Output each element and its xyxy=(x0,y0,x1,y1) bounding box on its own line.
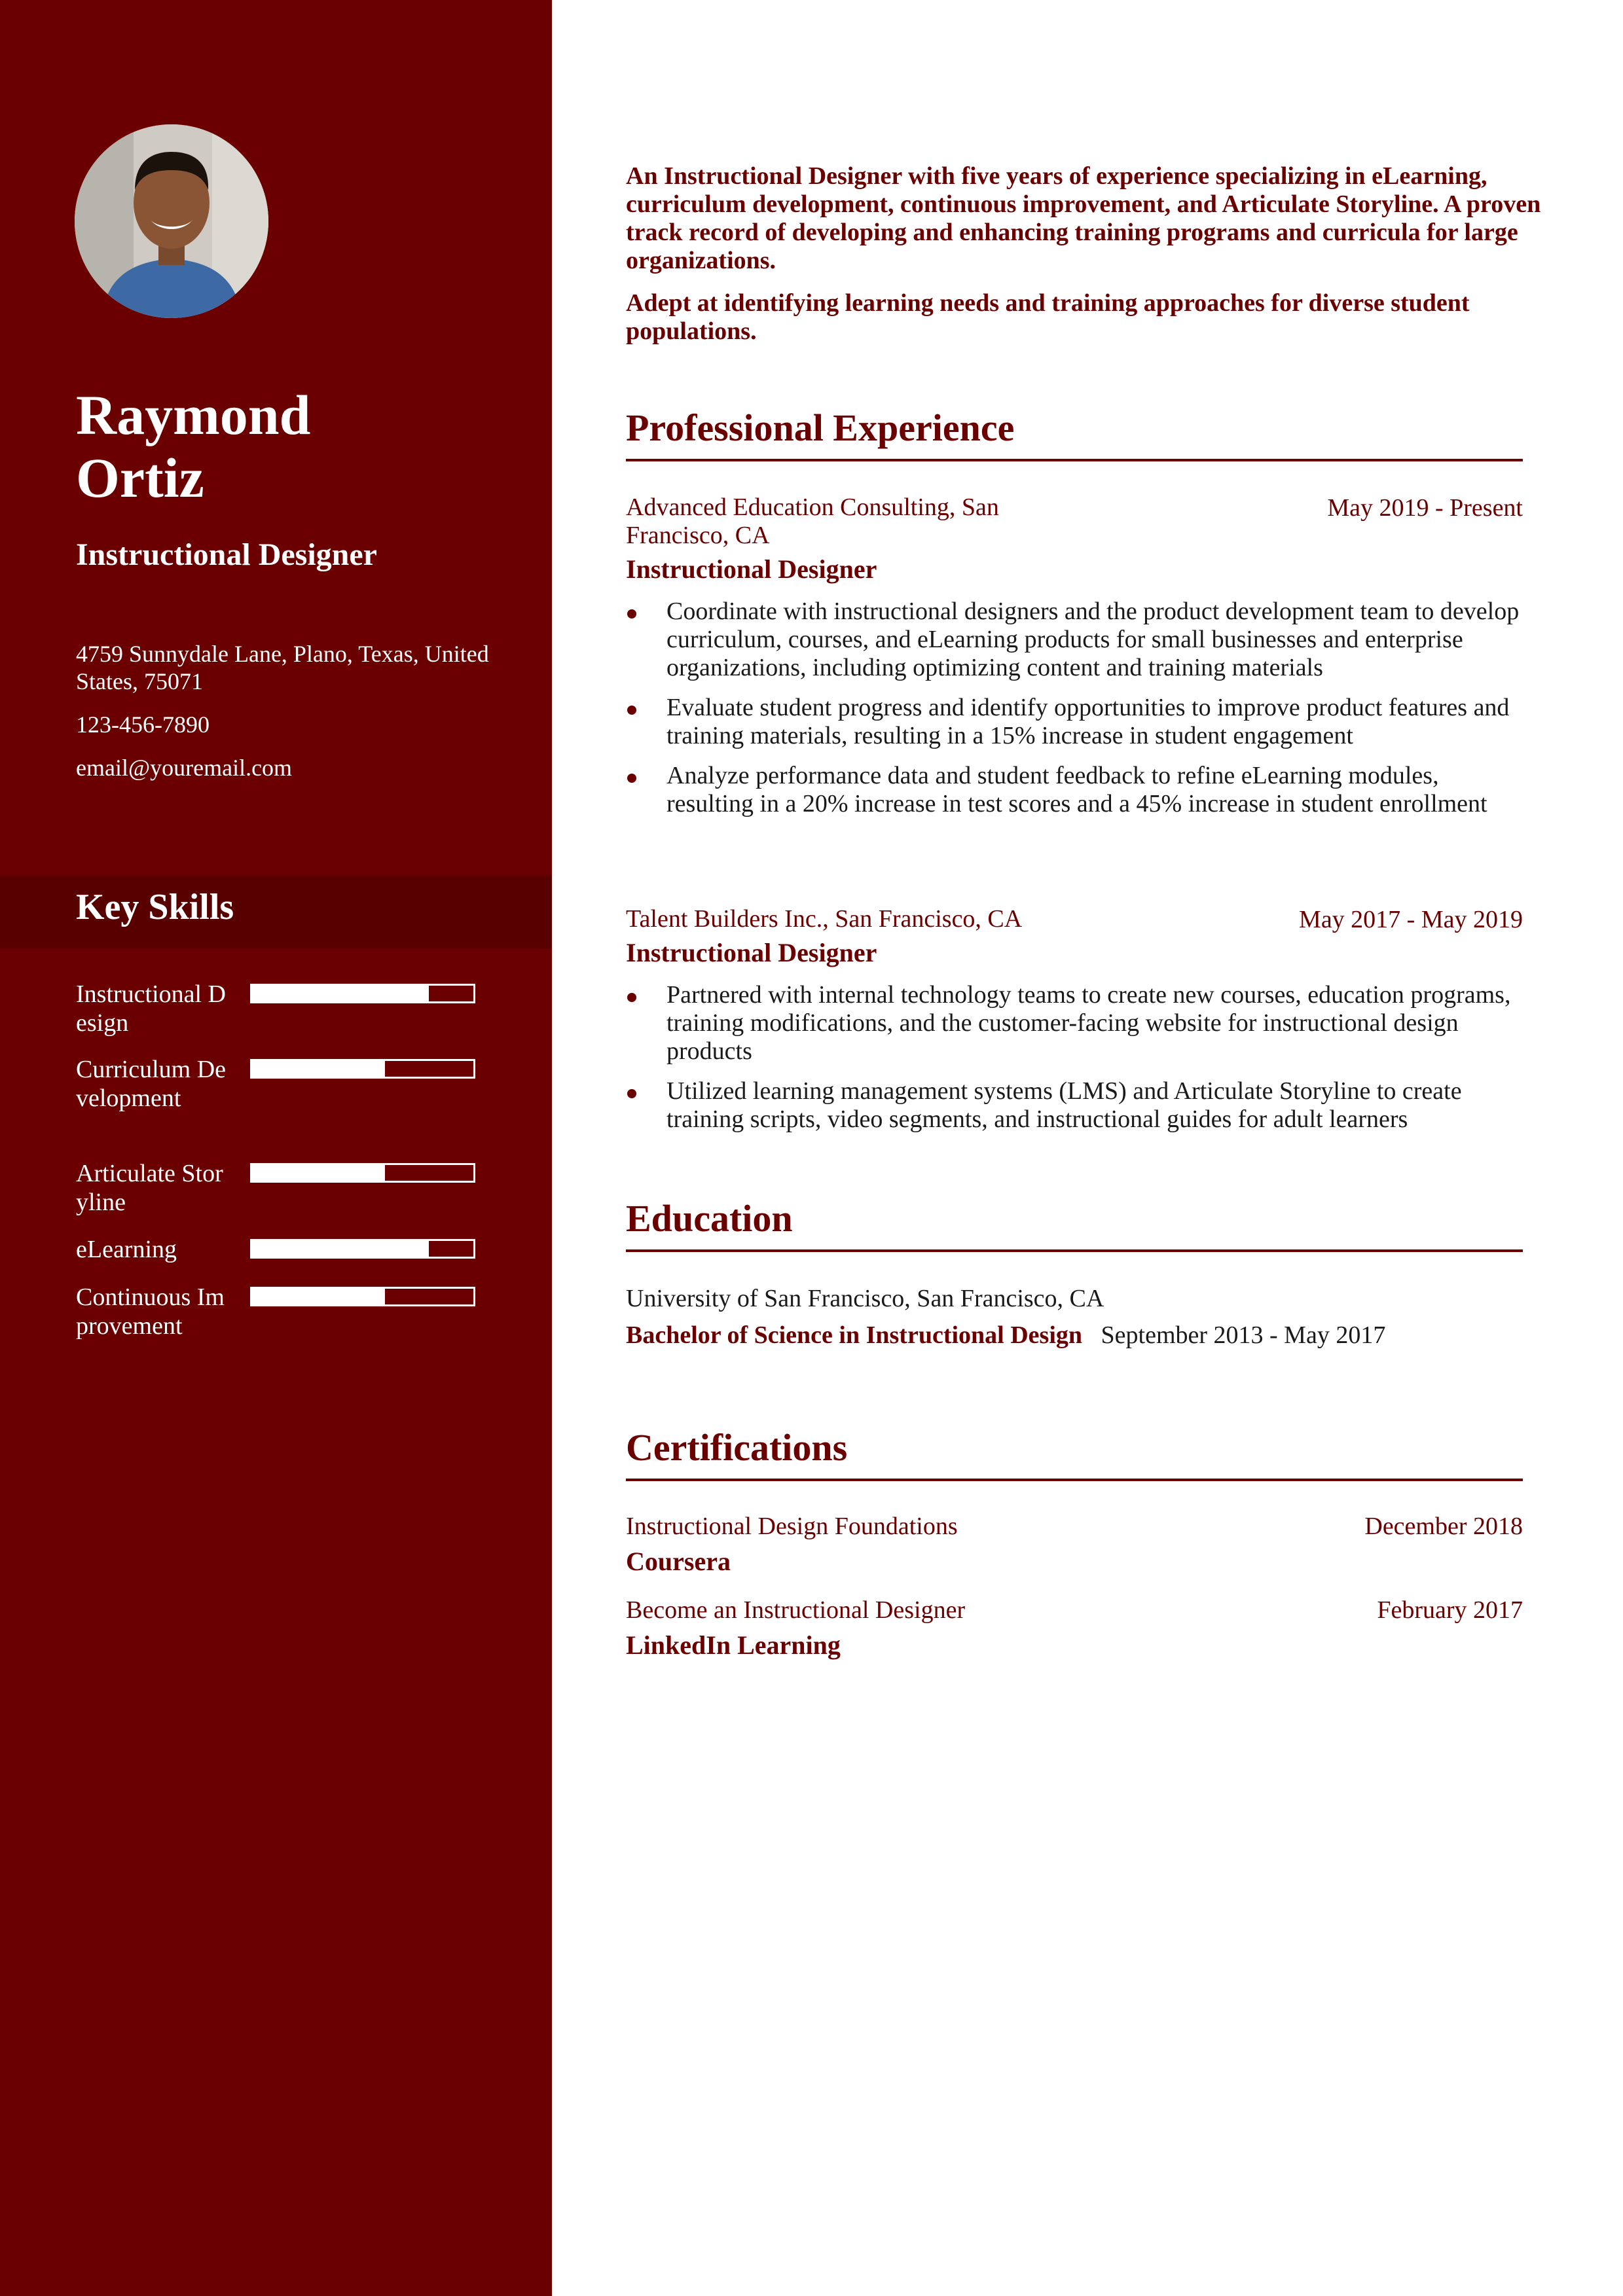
skills-heading: Key Skills xyxy=(76,887,234,927)
certification-issuer: Coursera xyxy=(626,1547,731,1576)
skill-label: eLearning xyxy=(76,1236,177,1263)
profile-photo xyxy=(75,124,268,318)
education-school: University of San Francisco, San Francisco, CA xyxy=(626,1285,1104,1312)
skill-label: Articulate Storyline xyxy=(76,1160,223,1216)
summary-paragraph: An Instructional Designer with five years of experience specializing in eLearning, curriculum development, continuous improvement, and Articulate Storyline. A proven track record of developing and enhancing training programs and curricula for large organizations. xyxy=(626,162,1541,274)
job-entry xyxy=(626,493,1523,830)
address: 4759 Sunnydale Lane, Plano, Texas, United States, 75071 xyxy=(76,641,489,694)
education-dates: September 2013 - May 2017 xyxy=(1101,1321,1386,1349)
certification-name: Instructional Design Foundations xyxy=(626,1513,958,1540)
job-dates: May 2017 - May 2019 xyxy=(1299,906,1523,933)
skill-bar xyxy=(250,984,475,1003)
job-role: Instructional Designer xyxy=(626,938,877,967)
job-bullet: Partnered with internal technology teams to create new courses, education programs, training modifications, and the customer-facing website for instructional design products xyxy=(626,981,1523,1066)
skill-bar-fill xyxy=(252,1061,385,1077)
certification-date: February 2017 xyxy=(1377,1596,1523,1624)
job-role: Instructional Designer xyxy=(626,554,877,584)
sidebar xyxy=(0,0,552,2296)
job-bullets xyxy=(626,598,1523,818)
skill-label: Curriculum Development xyxy=(76,1056,227,1112)
first-name: Raymond xyxy=(76,384,311,446)
skill-bar-fill xyxy=(252,1289,385,1304)
skill-bar-fill xyxy=(252,986,429,1001)
certification-date: December 2018 xyxy=(1364,1513,1523,1540)
job-company: Talent Builders Inc., San Francisco, CA xyxy=(626,905,1023,933)
skill-bar xyxy=(250,1239,475,1259)
education-entry xyxy=(626,1280,1523,1354)
certification-entry xyxy=(626,1512,1523,1577)
job-title: Instructional Designer xyxy=(76,537,377,572)
job-bullet: Analyze performance data and student feedback to refine eLearning modules, resulting in a 20% increase in test scores and a 45% increase in student enrollment xyxy=(626,762,1523,818)
summary xyxy=(626,162,1549,360)
skill-bar xyxy=(250,1059,475,1079)
job-bullet: Coordinate with instructional designers and the product development team to develop curriculum, courses, and eLearning products for small businesses and enterprise organizations, including optimizing content and training materials xyxy=(626,598,1523,682)
skill-bar xyxy=(250,1287,475,1306)
last-name: Ortiz xyxy=(76,446,204,509)
job-dates: May 2019 - Present xyxy=(1327,494,1523,522)
experience-heading: Professional Experience xyxy=(626,406,1523,461)
certification-name: Become an Instructional Designer xyxy=(626,1596,966,1624)
skill-bar-fill xyxy=(252,1241,429,1257)
candidate-name xyxy=(76,384,521,509)
certification-issuer: LinkedIn Learning xyxy=(626,1630,841,1660)
phone: 123-456-7890 xyxy=(76,711,210,738)
contact-block xyxy=(76,640,495,797)
certification-entry xyxy=(626,1596,1523,1660)
skill-label: Instructional Design xyxy=(76,980,227,1037)
job-bullet: Evaluate student progress and identify opportunities to improve product features and training materials, resulting in a 15% increase in student engagement xyxy=(626,694,1523,750)
certifications-heading: Certifications xyxy=(626,1426,1523,1481)
education-degree: Bachelor of Science in Instructional Design xyxy=(626,1321,1083,1349)
email: email@youremail.com xyxy=(76,755,293,781)
summary-paragraph: Adept at identifying learning needs and training approaches for diverse student populations. xyxy=(626,289,1470,345)
job-company: Advanced Education Consulting, San Francisco, CA xyxy=(626,493,999,549)
skill-bar-fill xyxy=(252,1165,385,1181)
education-heading: Education xyxy=(626,1196,1523,1252)
job-entry xyxy=(626,905,1523,1145)
education-degree-line xyxy=(626,1317,1523,1354)
job-bullet: Utilized learning management systems (LMS) and Articulate Storyline to create training scripts, video segments, and instructional guides for adult learners xyxy=(626,1077,1523,1134)
skill-label: Continuous Improvement xyxy=(76,1283,225,1340)
job-bullets xyxy=(626,981,1523,1134)
skill-bar xyxy=(250,1163,475,1183)
